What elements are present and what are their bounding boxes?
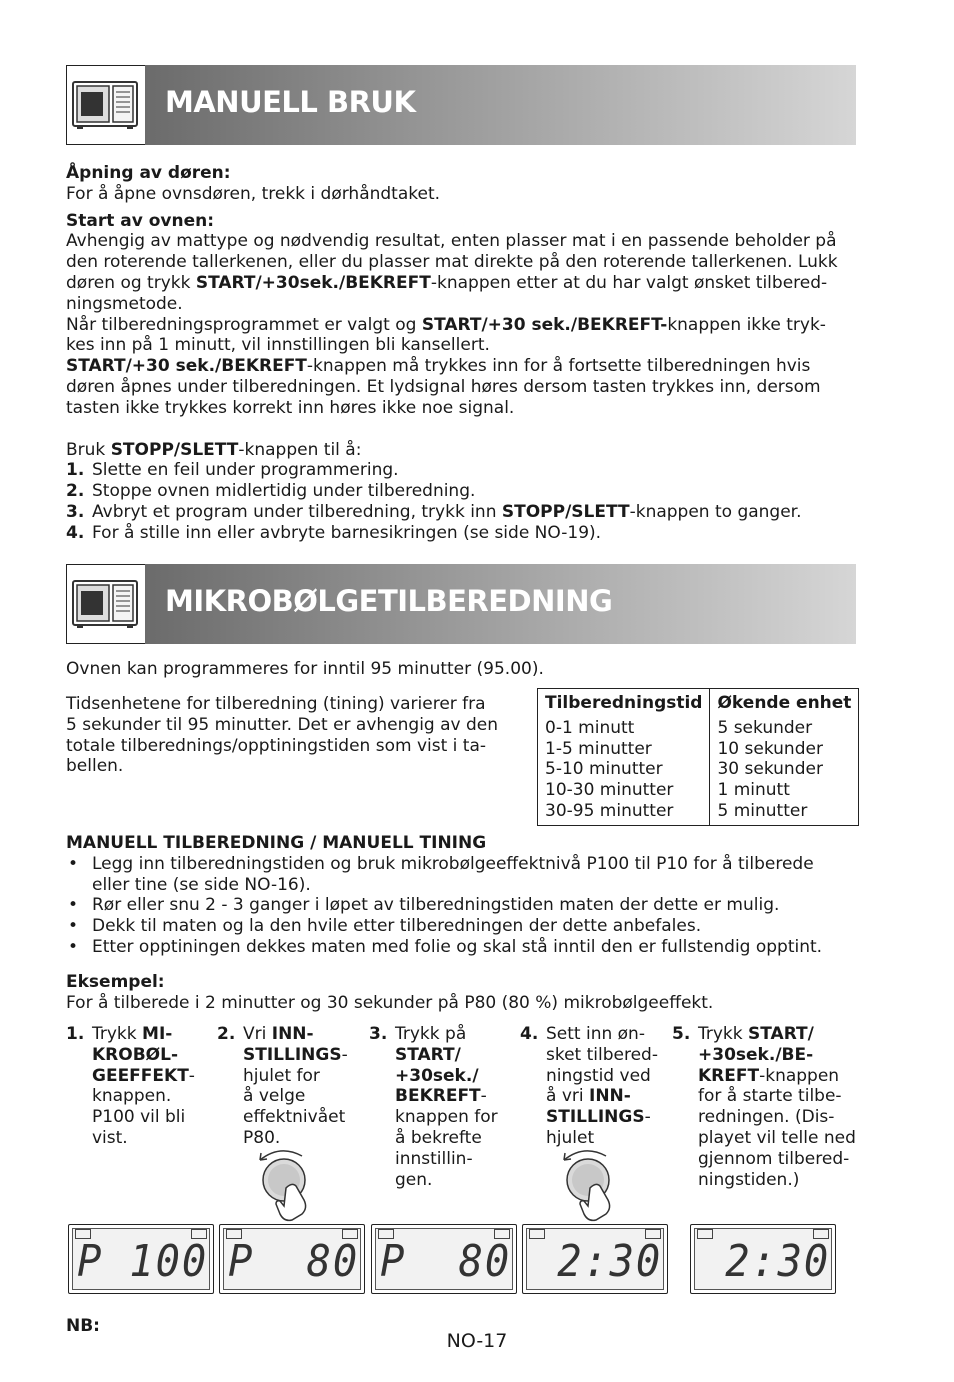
- display-value: 2:30: [699, 1236, 831, 1287]
- nb-label: NB:: [66, 1316, 100, 1336]
- step-number: 3.: [369, 1024, 388, 1044]
- door-heading: Åpning av døren:: [66, 163, 231, 183]
- table-cell: 5 sekunder 10 sekunder 30 sekunder 1 minutt 5 minutter: [710, 714, 859, 825]
- display-value: P 80: [380, 1236, 512, 1287]
- lcd-display: [690, 1224, 836, 1294]
- units-paragraph: Tidsenhetene for tilberedning (tining) varierer fra 5 sekunder til 95 minutter. Det er avhengig av den totale tilberednings/opptiningstiden som vist i ta- bellen.: [66, 694, 499, 777]
- section-title: MIKROBØLGETILBEREDNING: [165, 584, 613, 618]
- manual-section-body: [66, 163, 856, 544]
- section-title: MANUELL BRUK: [165, 85, 416, 119]
- stop-list: [66, 460, 856, 543]
- start-paragraph: Avhengig av mattype og nødvendig resultat, enten plasser mat i en passende beholder på den roterende tallerkenen, eller du plasser mat direkte på den roterende tallerkenen. Lukk døren og trykk START/+30sek./BEKREFT-knappen etter at du har valgt ønsket tilbered- ningsmetode. Når tilberedningsprogrammet er valgt og START/+30 sek./BEKREFT-knappen ikke tryk- kes inn på 1 minutt, vil innstillingen bli kansellert. START/+30 sek./BEKREFT-knappen må trykkes inn for å fortsette tilberedningen hvis døren åpnes under tilberedningen. Et lydsignal høres dersom tasten trykkes inn, dersom tasten ikke trykkes korrekt inn høres ikke noe signal.: [66, 231, 838, 418]
- section-banner-manual: [66, 65, 856, 145]
- step-number: 2.: [217, 1024, 236, 1044]
- stop-intro: Bruk STOPP/SLETT-knappen til å:: [66, 439, 362, 460]
- manual-cooking-section: [66, 833, 856, 1013]
- step-text: Trykk START/ +30sek./BE- KREFT-knappen for å starte tilbe- redningen. (Dis- playet vil telle ned gjennom tilbered- ningstiden.): [698, 1024, 856, 1190]
- list-item: 3. Avbryt et program under tilberedning, trykk inn STOPP/SLETT-knappen to ganger.: [66, 501, 802, 522]
- page-number: NO-17: [446, 1330, 508, 1352]
- step-text: Trykk på START/ +30sek./ BEKREFT- knappen for å bekrefte innstillin- gen.: [395, 1024, 498, 1190]
- list-item: • Etter opptiningen dekkes maten med folie og skal stå inntil den er fullstendig opptint.: [68, 936, 823, 957]
- door-text: For å åpne ovnsdøren, trekk i dørhåndtaket.: [66, 183, 441, 204]
- micro-intro: Ovnen kan programmeres for inntil 95 minutter (95.00).: [66, 659, 544, 679]
- table-header: Tilberedningstid: [538, 689, 710, 714]
- microwave-icon: [66, 564, 146, 644]
- bullet-list: [66, 854, 856, 958]
- example-heading: Eksempel:: [66, 971, 165, 992]
- step-number: 5.: [672, 1024, 691, 1044]
- example-text: For å tilberede i 2 minutter og 30 sekunder på P80 (80 %) mikrobølgeeffekt.: [66, 992, 714, 1013]
- lcd-display: [68, 1224, 214, 1294]
- table-header: Økende enhet: [710, 689, 859, 714]
- list-item: • Dekk til maten og la den hvile etter tilberedningen der dette anbefales.: [68, 916, 702, 937]
- dial-knob-hand-icon: [558, 1146, 622, 1230]
- list-item: • Rør eller snu 2 - 3 ganger i løpet av tilberedningstiden maten der dette er mulig.: [68, 895, 780, 916]
- list-item: • Legg inn tilberedningstiden og bruk mikrobølgeeffektnivå P100 til P10 for å tilberede eller tine (se side NO-16).: [68, 853, 814, 895]
- display-value: P 100: [77, 1236, 209, 1287]
- list-item: 2. Stoppe ovnen midlertidig under tilberedning.: [66, 481, 476, 502]
- list-item: 1. Slette en feil under programmering.: [66, 460, 399, 481]
- lcd-display: [219, 1224, 365, 1294]
- table-cell: 0-1 minutt 1-5 minutter 5-10 minutter 10-30 minutter 30-95 minutter: [538, 714, 710, 825]
- microwave-icon: [66, 65, 146, 145]
- section-banner-micro: [66, 564, 856, 644]
- start-heading: Start av ovnen:: [66, 210, 215, 231]
- lcd-display: [522, 1224, 668, 1294]
- step-text: Sett inn øn- sket tilbered- ningstid ved å vri INN- STILLINGS- hjulet: [546, 1024, 658, 1148]
- manual-cooking-heading: MANUELL TILBEREDNING / MANUELL TINING: [66, 833, 487, 853]
- dial-knob-hand-icon: [254, 1146, 318, 1230]
- step-text: Trykk MI- KROBØL- GEEFFEKT- knappen. P100 vil bli vist.: [92, 1024, 195, 1148]
- display-value: P 80: [228, 1236, 360, 1287]
- list-item: 4. For å stille inn eller avbryte barnesikringen (se side NO-19).: [66, 522, 602, 543]
- time-unit-table: [537, 688, 859, 826]
- step-number: 1.: [66, 1024, 85, 1044]
- step-number: 4.: [520, 1024, 539, 1044]
- lcd-display: [371, 1224, 517, 1294]
- display-value: 2:30: [531, 1236, 663, 1287]
- step-text: Vri INN- STILLINGS- hjulet for å velge effektnivået P80.: [243, 1024, 348, 1148]
